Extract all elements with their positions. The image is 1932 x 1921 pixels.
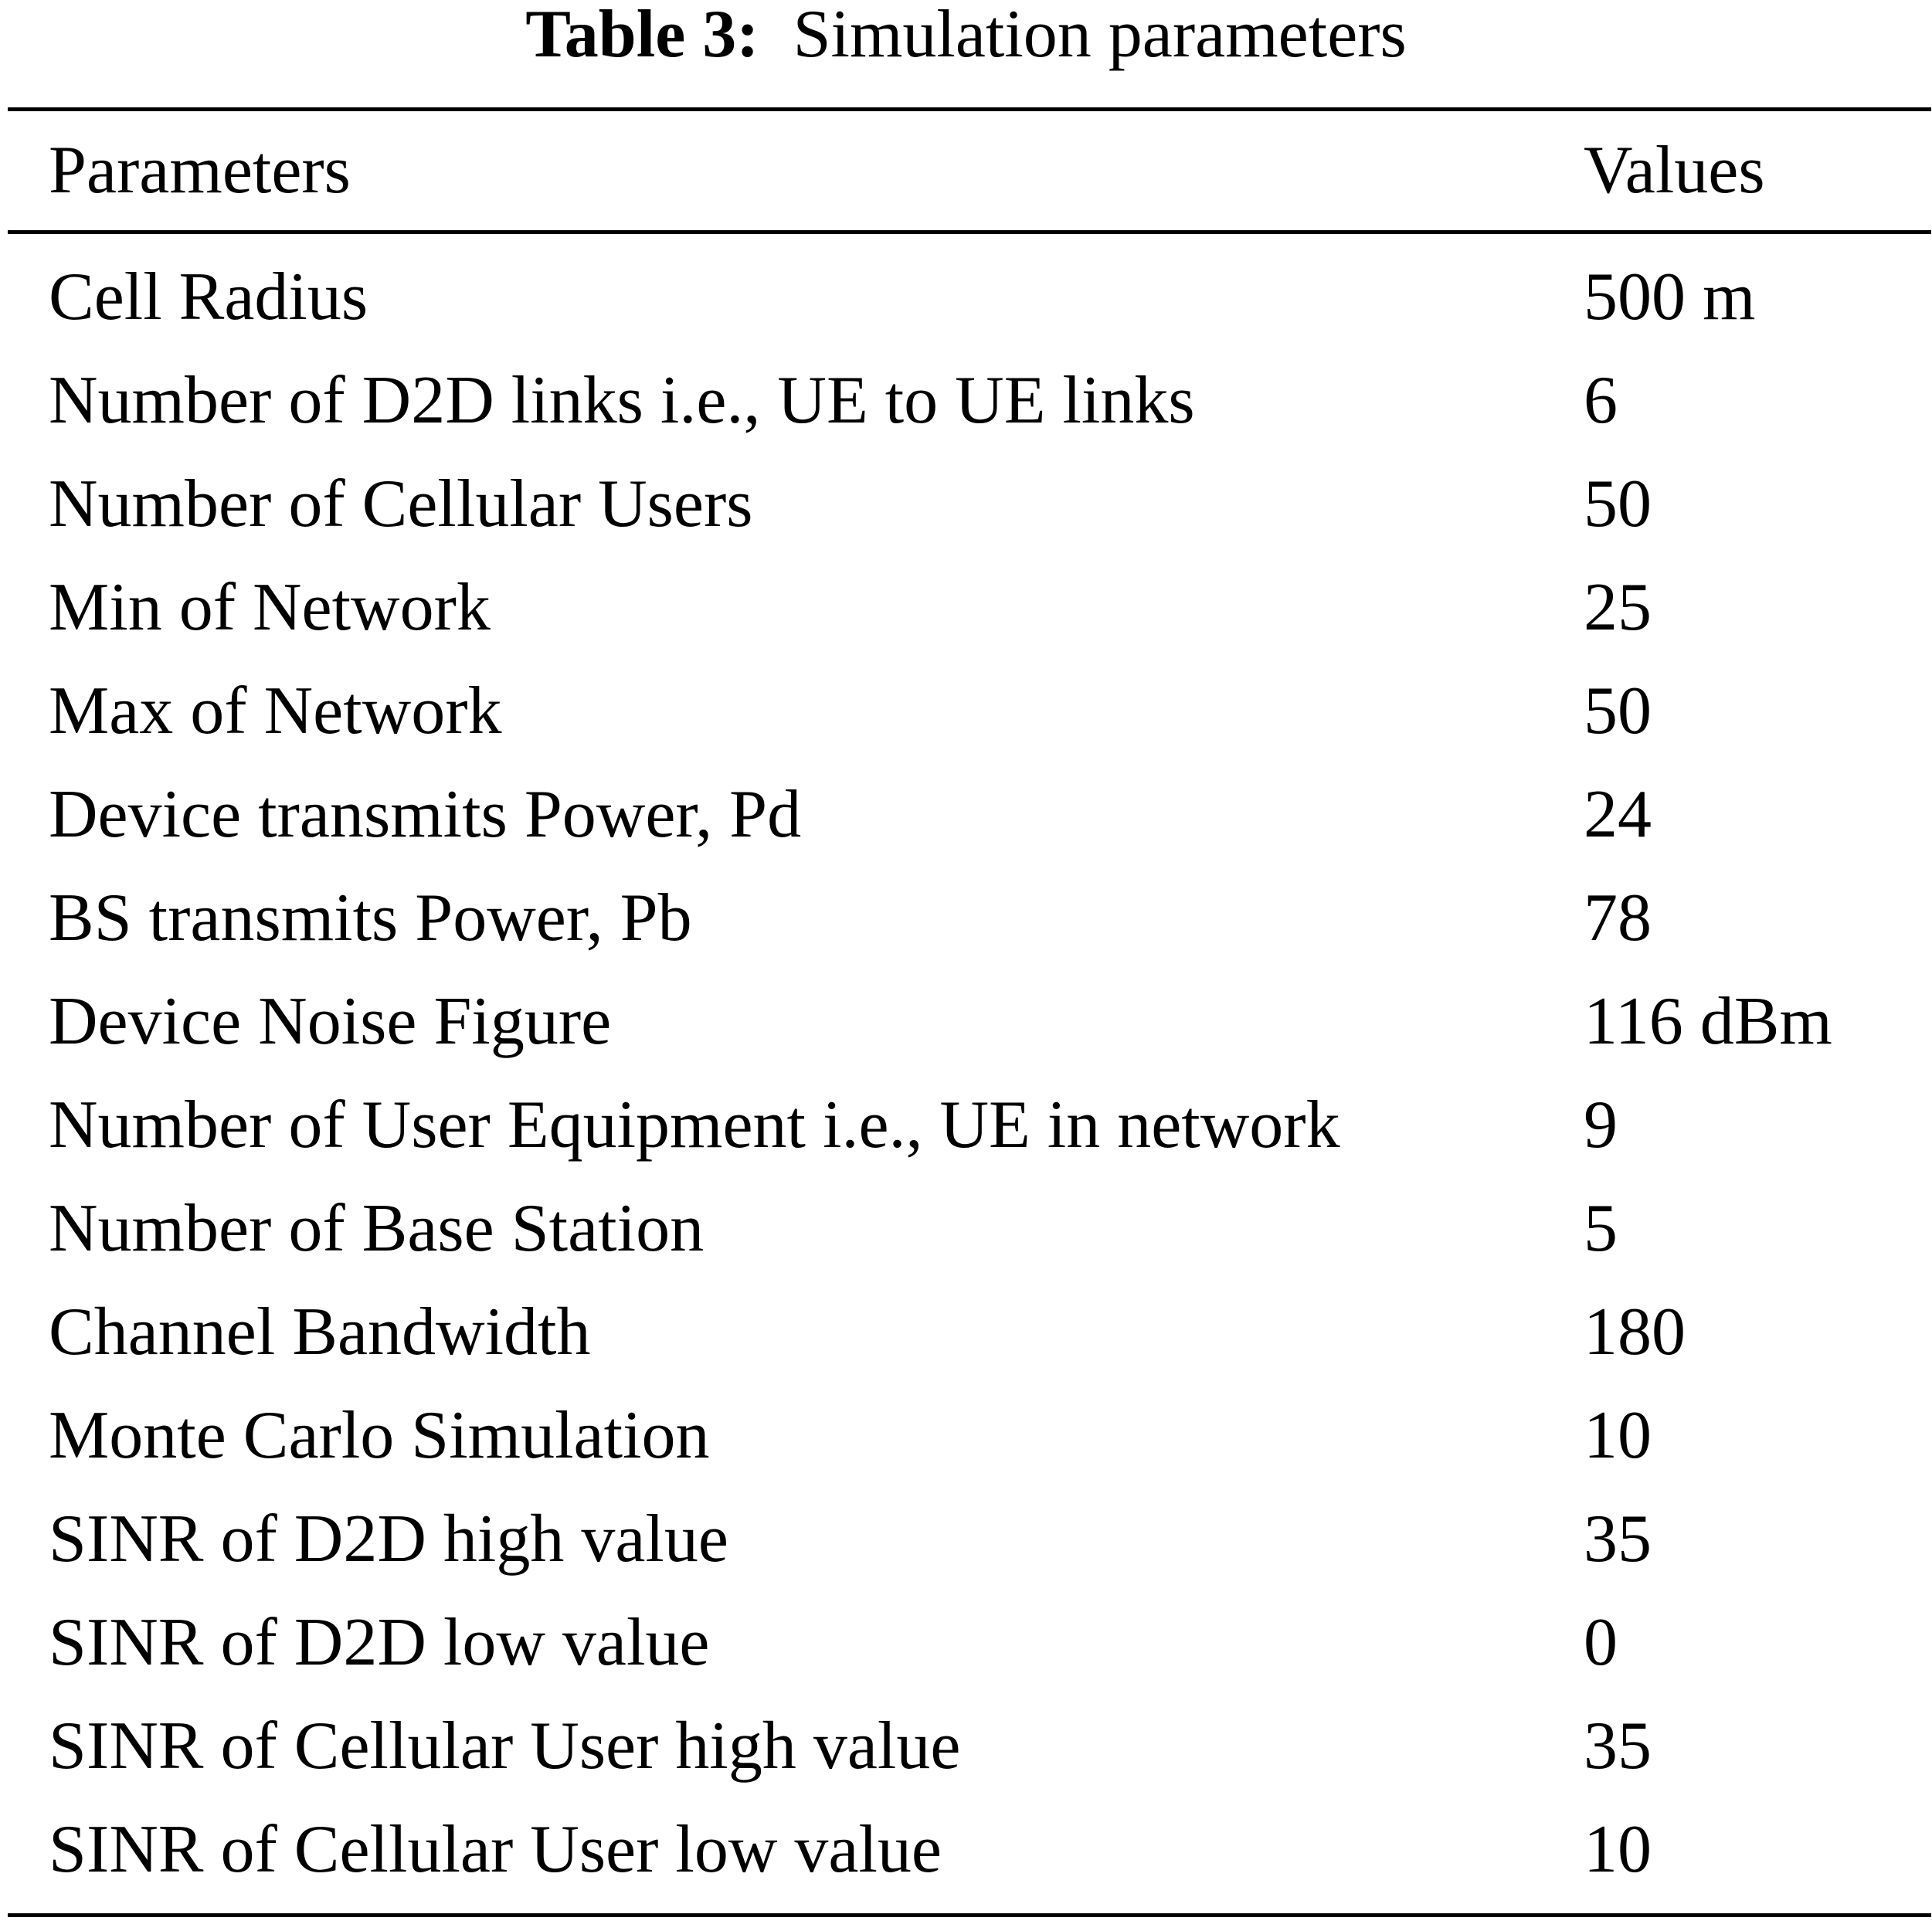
row-parameter: SINR of D2D low value bbox=[49, 1605, 710, 1680]
row-parameter: Number of User Equipment i.e., UE in network bbox=[49, 1088, 1340, 1162]
row-parameter: Number of Cellular Users bbox=[49, 467, 753, 541]
row-value: 24 bbox=[1584, 777, 1652, 852]
row-value: 180 bbox=[1584, 1295, 1686, 1369]
table-row bbox=[0, 1281, 1932, 1384]
row-value: 35 bbox=[1584, 1709, 1652, 1784]
table-row bbox=[0, 349, 1932, 453]
table-caption-label: Table 3: bbox=[525, 0, 759, 72]
row-parameter: Min of Network bbox=[49, 570, 491, 645]
header-parameters: Parameters bbox=[49, 133, 351, 208]
table-row bbox=[0, 1591, 1932, 1695]
row-value: 78 bbox=[1584, 881, 1652, 955]
row-parameter: Max of Network bbox=[49, 674, 502, 748]
row-parameter: Device Noise Figure bbox=[49, 984, 612, 1059]
table-row bbox=[0, 453, 1932, 556]
table-header-rule bbox=[8, 230, 1931, 234]
table-row bbox=[0, 246, 1932, 349]
table-row bbox=[0, 1177, 1932, 1281]
row-parameter: Number of D2D links i.e., UE to UE links bbox=[49, 363, 1195, 438]
table-bottom-rule bbox=[8, 1913, 1931, 1917]
table-row bbox=[0, 763, 1932, 867]
row-value: 10 bbox=[1584, 1398, 1652, 1473]
row-value: 10 bbox=[1584, 1812, 1652, 1887]
table-row bbox=[0, 556, 1932, 660]
row-parameter: SINR of Cellular User high value bbox=[49, 1709, 961, 1784]
table-body bbox=[0, 246, 1932, 1902]
row-value: 500 m bbox=[1584, 260, 1756, 334]
row-value: 6 bbox=[1584, 363, 1618, 438]
row-value: 25 bbox=[1584, 570, 1652, 645]
table-top-rule bbox=[8, 107, 1931, 111]
table-row bbox=[0, 1798, 1932, 1902]
row-value: 9 bbox=[1584, 1088, 1618, 1162]
header-values: Values bbox=[1584, 133, 1765, 208]
table-caption bbox=[0, 0, 1932, 77]
row-parameter: Monte Carlo Simulation bbox=[49, 1398, 710, 1473]
table-row bbox=[0, 660, 1932, 763]
row-parameter: Number of Base Station bbox=[49, 1191, 705, 1266]
row-value: 35 bbox=[1584, 1502, 1652, 1577]
row-parameter: BS transmits Power, Pb bbox=[49, 881, 692, 955]
row-parameter: Device transmits Power, Pd bbox=[49, 777, 802, 852]
table-caption-title: Simulation parameters bbox=[793, 0, 1407, 72]
row-parameter: SINR of D2D high value bbox=[49, 1502, 728, 1577]
row-parameter: Cell Radius bbox=[49, 260, 368, 334]
row-parameter: SINR of Cellular User low value bbox=[49, 1812, 942, 1887]
row-parameter: Channel Bandwidth bbox=[49, 1295, 591, 1369]
table-row bbox=[0, 1384, 1932, 1488]
row-value: 50 bbox=[1584, 467, 1652, 541]
table-row bbox=[0, 1074, 1932, 1177]
row-value: 0 bbox=[1584, 1605, 1618, 1680]
table-row bbox=[0, 867, 1932, 970]
row-value: 116 dBm bbox=[1584, 984, 1832, 1059]
table-row bbox=[0, 970, 1932, 1074]
table-row bbox=[0, 1695, 1932, 1798]
row-value: 50 bbox=[1584, 674, 1652, 748]
row-value: 5 bbox=[1584, 1191, 1618, 1266]
table-header-row bbox=[0, 119, 1932, 222]
table-row bbox=[0, 1488, 1932, 1591]
